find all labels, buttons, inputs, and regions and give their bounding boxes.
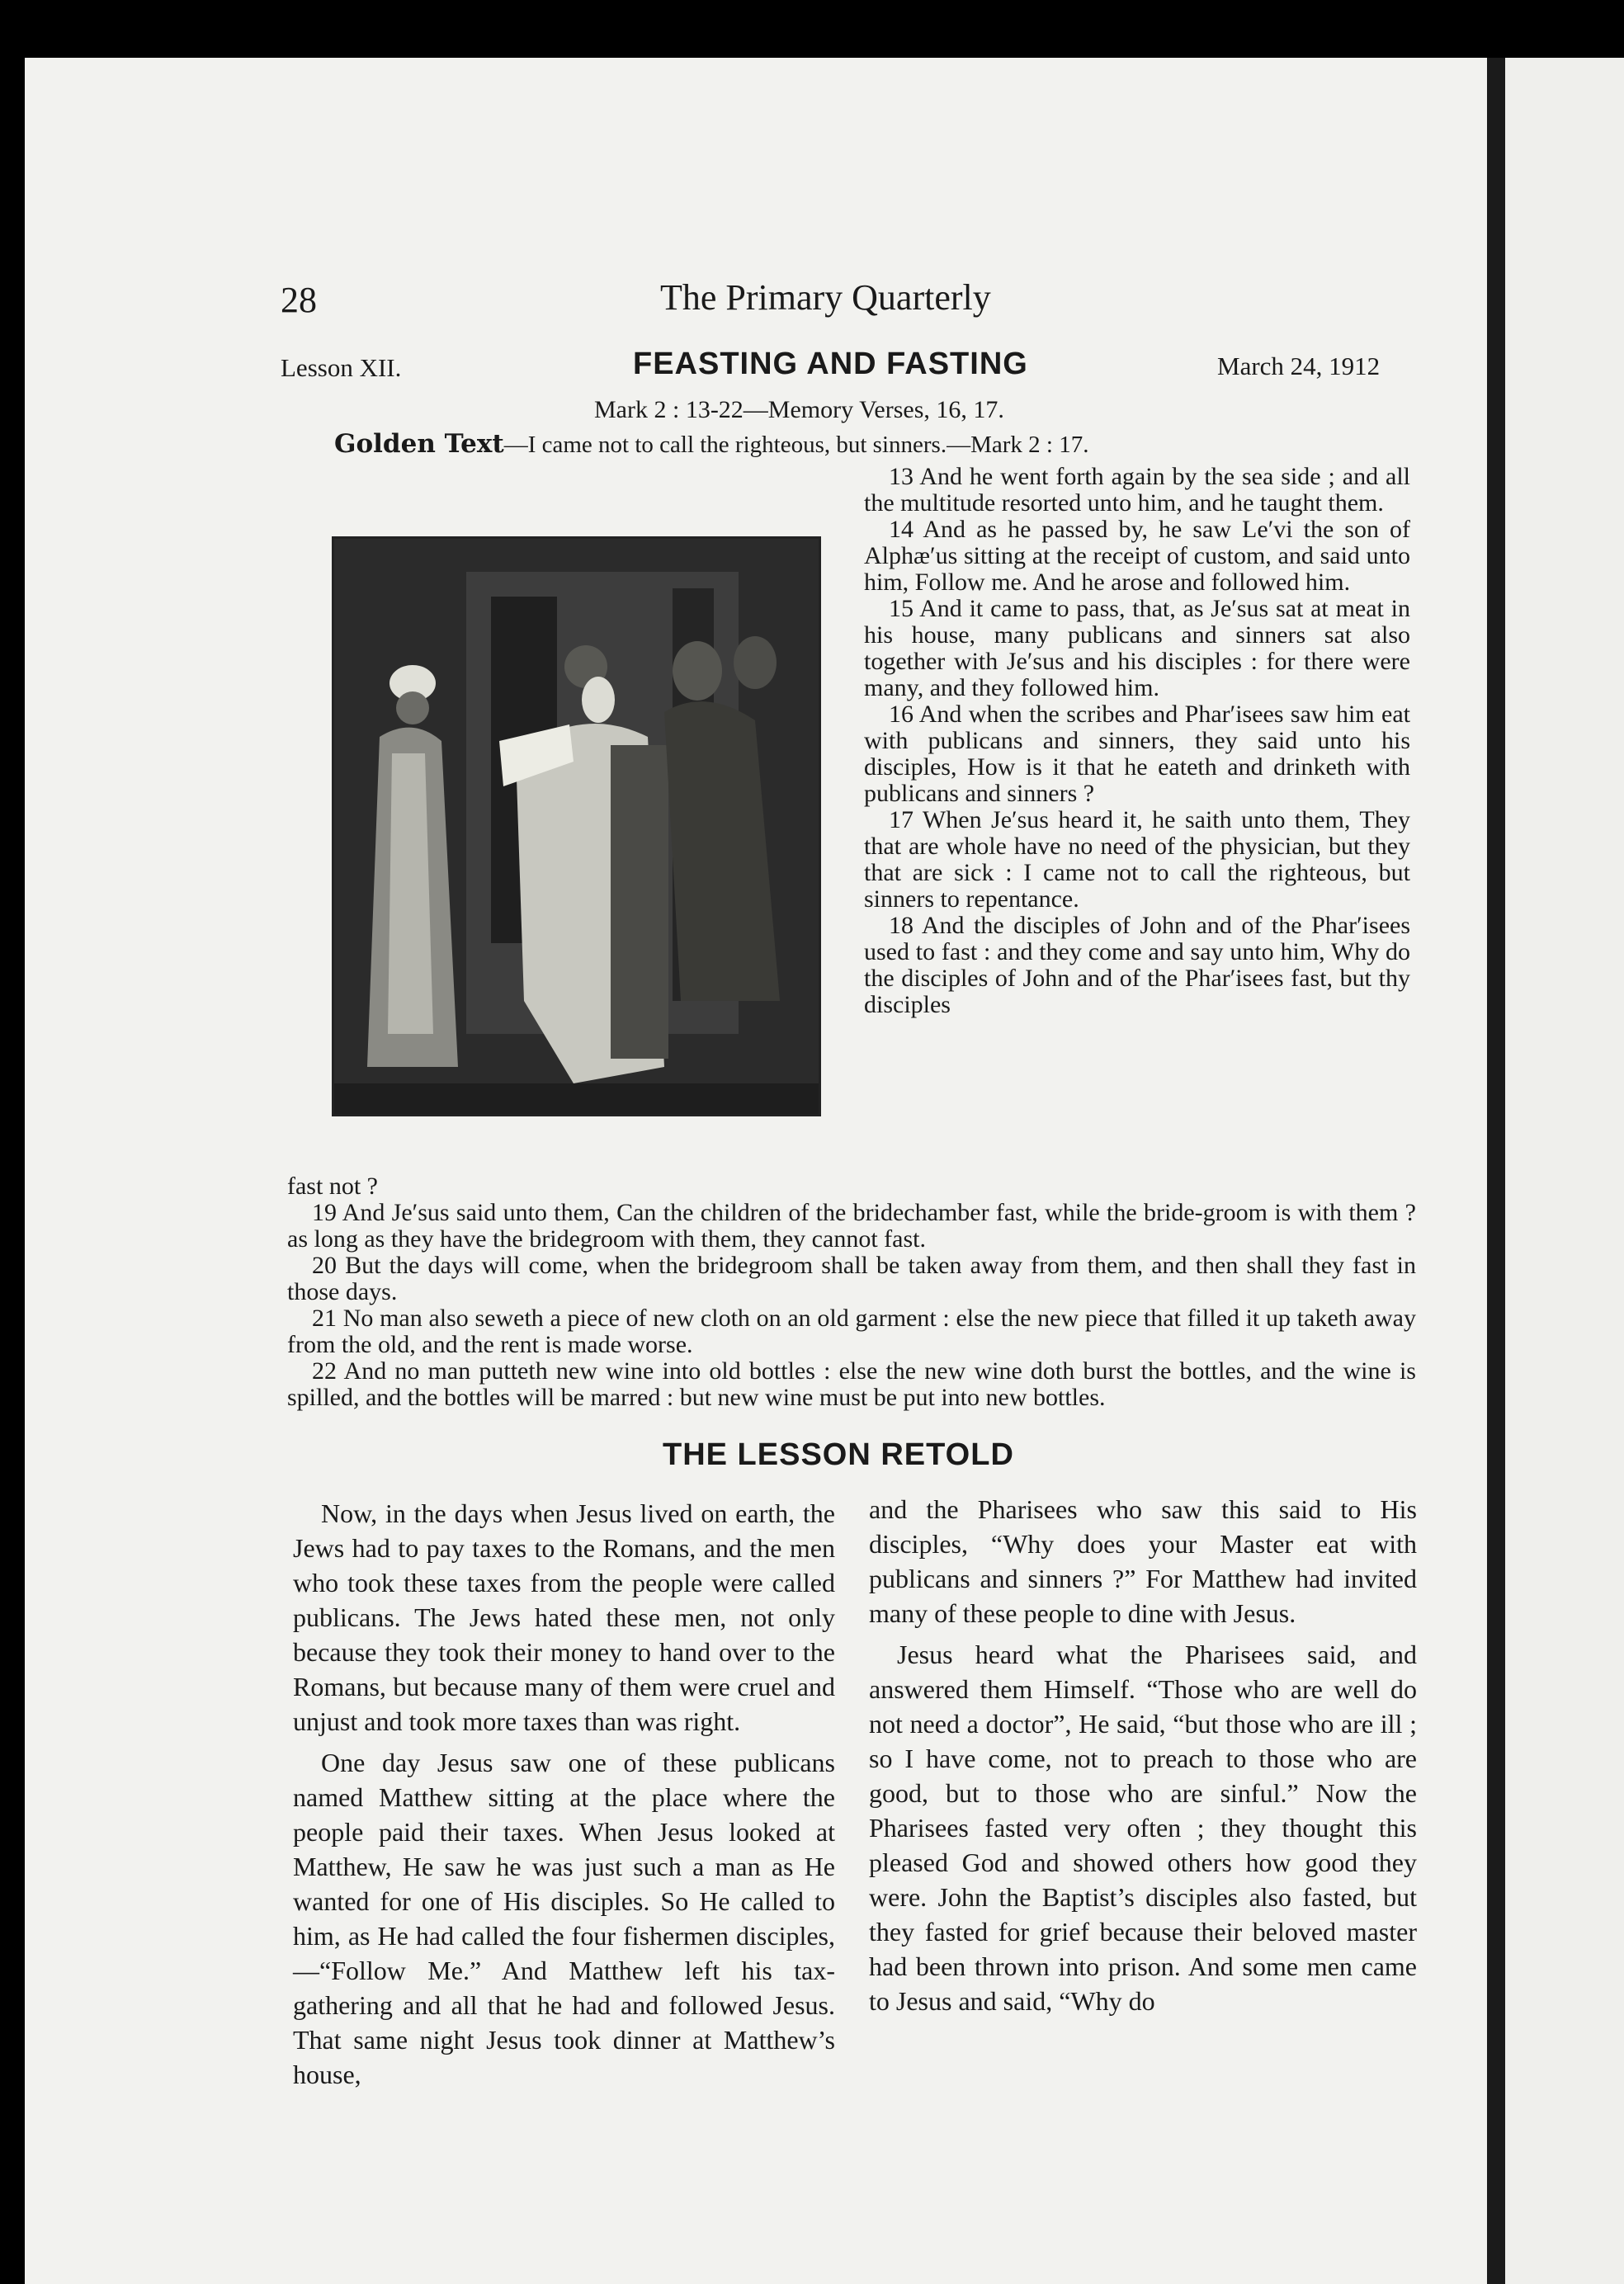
lesson-date: March 24, 1912 <box>1217 352 1381 380</box>
page-gutter <box>1487 58 1505 2284</box>
verse-20: 20 But the days will come, when the bridegroom shall be taken away from them, and then shall they fast in those days. <box>287 1252 1416 1305</box>
verses-full-width <box>287 1173 1416 1411</box>
illustration-icon <box>334 539 819 1114</box>
retold-paragraph: Jesus heard what the Pharisees said, and answered them Himself. “Those who are well do not need a doctor”, He said, “but those who are ill ; so I have come, not to preach to those who are good, but to those who are sinful.” Now the Pharisees fasted very often ; they thought this pleased God and showed others how good they were. John the Baptist’s disciples also fasted, but they fasted for grief because their beloved master had been thrown into prison. And some men came to Jesus and said, “Why do <box>869 1640 1417 2016</box>
retold-left-column <box>293 1496 835 2098</box>
running-title: The Primary Quarterly <box>660 277 991 318</box>
golden-text-label: Golden Text <box>334 429 504 459</box>
golden-text <box>334 429 1088 459</box>
verse-18-continued: fast not ? <box>287 1173 378 1200</box>
verse-13: 13 And he went forth again by the sea side ; and all the multitude resorted unto him, and he taught them. <box>864 463 1410 517</box>
illustration <box>332 536 821 1116</box>
retold-paragraph: and the Pharisees who saw this said to His disciples, “Why does your Master eat with publicans and sinners ?” For Matthew had invited many of these people to dine with Jesus. <box>869 1494 1417 1628</box>
retold-right-column <box>869 1492 1417 2025</box>
verse-22: 22 And no man putteth new wine into old bottles : else the new wine doth burst the bottles, and the wine is spilled, and the bottles will be marred : but new wine must be put into new bottles. <box>287 1357 1416 1411</box>
verse-14: 14 And as he passed by, he saw Le′vi the son of Alphæ′us sitting at the receipt of custom, and said unto him, Follow me. And he arose and followed him. <box>864 516 1410 596</box>
verse-18: 18 And the disciples of John and of the Phar′isees used to fast : and they come and say unto him, Why do the disciples of John and of the Phar′isees fast, but thy disciples <box>864 912 1410 1018</box>
retold-heading: THE LESSON RETOLD <box>663 1437 1014 1472</box>
verse-19: 19 And Je′sus said unto them, Can the children of the bridechamber fast, while the bride-groom is with them ? as long as they have the bridegroom with them, they cannot fast. <box>287 1199 1416 1253</box>
lesson-title: FEASTING AND FASTING <box>633 347 1028 381</box>
verse-16: 16 And when the scribes and Phar′isees saw him eat with publicans and sinners, they said unto his disciples, How is it that he eateth and drinketh with publicans and sinners ? <box>864 701 1410 807</box>
verse-17: 17 When Je′sus heard it, he saith unto them, They that are whole have no need of the physician, but they that are sick : I came not to call the righteous, but sinners to repentance. <box>864 806 1410 913</box>
verse-15: 15 And it came to pass, that, as Je′sus sat at meat in his house, many publicans and sinners sat also together with Je′sus and his disciples : for there were many, and they followed him. <box>864 595 1410 701</box>
retold-paragraph: Now, in the days when Jesus lived on earth, the Jews had to pay taxes to the Romans, and the men who took these taxes from the people were called publicans. The Jews hated these men, not only because they took their money to hand over to the Romans, but because many of them were cruel and unjust and took more taxes than was right. <box>293 1498 835 1736</box>
verses-column <box>864 464 1410 1018</box>
retold-paragraph: One day Jesus saw one of these publicans named Matthew sitting at the place where the people paid their taxes. When Jesus looked at Matthew, He saw he was just such a man as He wanted for one of His disciples. So He called to him, as He had called the four fishermen disciples,—“Follow Me.” And Matthew left his tax-gathering and all that he had and followed Jesus. That same night Jesus took dinner at Matthew’s house, <box>293 1748 835 2089</box>
facing-page <box>1505 58 1624 2284</box>
golden-text-body: —I came not to call the righteous, but sinners.—Mark 2 : 17. <box>503 432 1089 458</box>
page-number: 28 <box>281 280 317 320</box>
lesson-label: Lesson XII. <box>281 353 402 382</box>
verse-21: 21 No man also seweth a piece of new cloth on an old garment : else the new piece that filled it up taketh away from the old, and the rent is made worse. <box>287 1305 1416 1358</box>
scripture-reference: Mark 2 : 13-22—Memory Verses, 16, 17. <box>594 396 1004 423</box>
